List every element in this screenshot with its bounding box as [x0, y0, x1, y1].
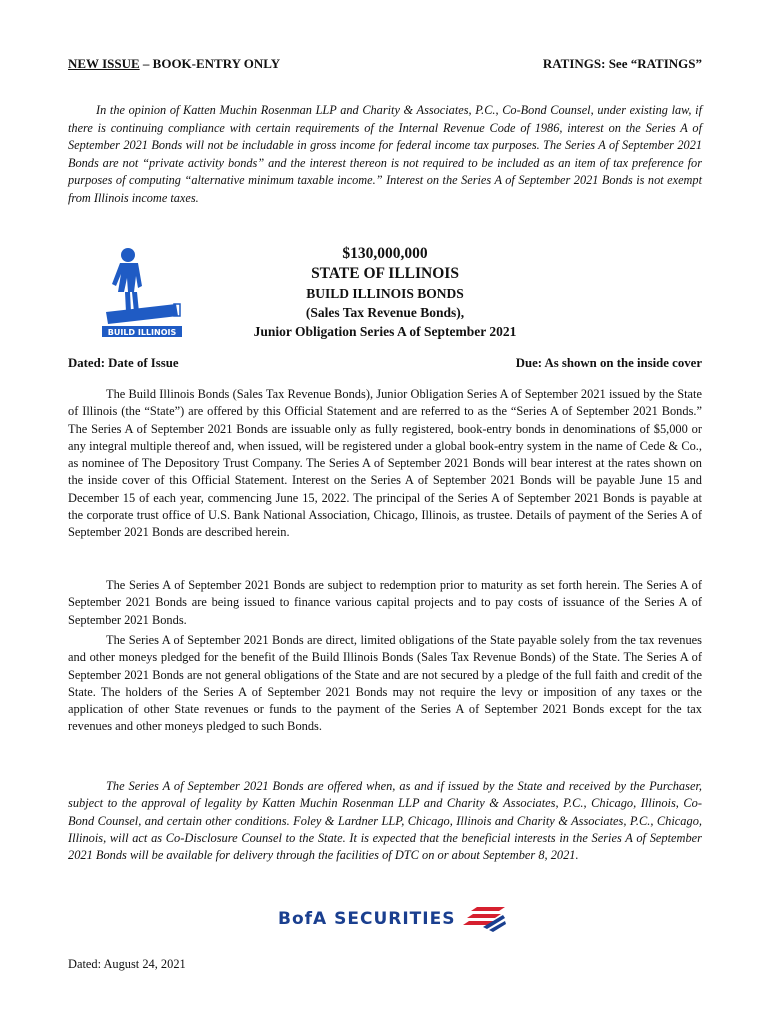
paragraph-offer-terms: The Series A of September 2021 Bonds are offered when, as and if issued by the State and received by the Purchaser, subject to the approval of legality by Katten Muchin Rosenman LLP and Charity & Associates, P.C., Chicago, Illinois, Co-Bond Counsel, and certain other conditions. Foley & Lardner LLP, Chicago, Illinois and Charity & Associates, P.C., Chicago, Illinois, will act as Co-Disclosure Counsel to the State. It is expected that the beneficial interests in the Series A of September 2021 Bonds will be available for delivery through the facilities of DTC on or about September 8, 2021.	[68, 779, 702, 863]
underwriter-name: BofA SECURITIES	[278, 909, 456, 929]
build-illinois-logo-icon	[98, 242, 188, 338]
bond-type: (Sales Tax Revenue Bonds),	[305, 305, 465, 320]
paragraph-redemption: The Series A of September 2021 Bonds are subject to redemption prior to maturity as set forth herein. The Series A of September 2021 Bonds are being issued to finance various capital projects and to pay costs of issuance of the Series A of September 2021 Bonds.	[68, 578, 702, 627]
bond-name: BUILD ILLINOIS BONDS	[306, 286, 464, 301]
document-date: Dated: August 24, 2021	[68, 957, 186, 971]
new-issue-label: NEW ISSUE – BOOK-ENTRY ONLY	[68, 56, 281, 71]
bond-amount: $130,000,000	[342, 245, 428, 262]
bond-title-block	[200, 244, 570, 341]
header-line	[68, 56, 702, 72]
bond-series: Junior Obligation Series A of September 2021	[253, 324, 517, 339]
bofa-securities-logo	[278, 903, 507, 935]
dated-label: Dated: Date of Issue	[68, 356, 179, 370]
flag-stripes-icon	[463, 905, 507, 933]
paragraph-obligations: The Series A of September 2021 Bonds are direct, limited obligations of the State payable solely from the tax revenues and other moneys pledged for the benefit of the Build Illinois Bonds (Sales Tax Revenue Bonds) of the State. The Series A of September 2021 Bonds are not general obligations of the State and are not secured by a pledge of the full faith and credit of the State. The holders of the Series A of September 2021 Bonds may not require the levy or imposition of any taxes or the application of other State revenues or funds to the payment of the Series A of September 2021 Bonds except for the tax revenues and other moneys pledged to such Bonds.	[68, 633, 702, 734]
paragraph-offering: The Build Illinois Bonds (Sales Tax Revenue Bonds), Junior Obligation Series A of September 2021 issued by the State of Illinois (the “State”) are offered by this Official Statement and are referred to as the “Series A of September 2021 Bonds.” The Series A of September 2021 Bonds are issuable only as fully registered, book-entry bonds in denominations of $5,000 or any integral multiple thereof and, when issued, will be registered under a global book-entry system in the name of Cede & Co., as nominee of The Depository Trust Company. The Series A of September 2021 Bonds will bear interest at the rates shown on the inside cover of this Official Statement. Interest on the Series A of September 2021 Bonds will be payable June 15 and December 15 of each year, commencing June 15, 2022. The principal of the Series A of September 2021 Bonds is payable at the corporate trust office of U.S. Bank National Association, Chicago, Illinois, as trustee. Details of payment of the Series A of September 2021 Bonds are described herein.	[68, 387, 702, 540]
ratings-label: RATINGS: See “RATINGS”	[542, 56, 702, 71]
logo-caption: BUILD ILLINOIS	[107, 328, 177, 337]
due-label: Due: As shown on the inside cover	[515, 356, 702, 370]
dated-due-row	[68, 356, 702, 371]
issuer-name: STATE OF ILLINOIS	[311, 265, 459, 282]
build-illinois-logo	[98, 242, 188, 338]
tax-opinion-paragraph: In the opinion of Katten Muchin Rosenman LLP and Charity & Associates, P.C., Co-Bond Counsel, under existing law, if there is continuing compliance with certain requirements of the Internal Revenue Code of 1986, interest on the Series A of September 2021 Bonds will not be includable in gross income for federal income tax purposes. The Series A of September 2021 Bonds are not “private activity bonds” and the interest thereon is not required to be included as an item of tax preference for purposes of computing “alternative minimum taxable income.” Interest on the Series A of September 2021 Bonds is not exempt from Illinois income taxes.	[68, 103, 702, 205]
